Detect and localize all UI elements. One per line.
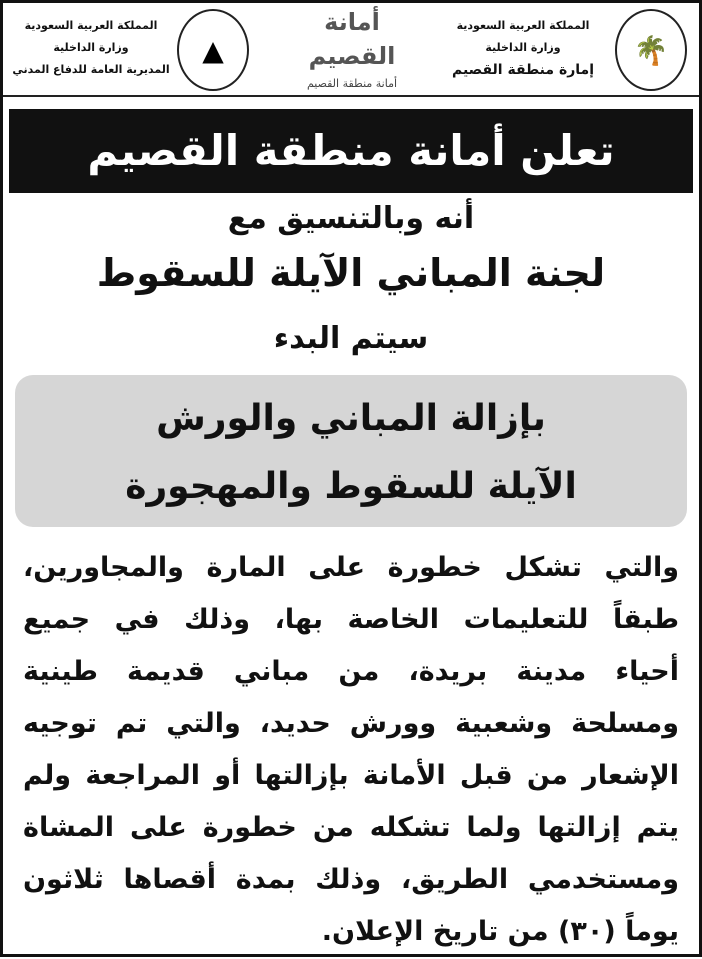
civil-defense-block <box>7 15 175 81</box>
qassim-municipality-logo <box>293 5 411 95</box>
body-line: ومستخدمي الطريق، وذلك بمدة أقصاها ثلاثون <box>23 864 679 895</box>
logo-caption: أمانة منطقة القصيم <box>306 77 398 90</box>
body-line: طبقاً للتعليمات الخاصة بها، وذلك في جميع <box>23 604 679 635</box>
civil-defense-label: المديرية العامة للدفاع المدني <box>12 63 170 76</box>
body-line: يوماً (٣٠) من تاريخ الإعلان. <box>321 916 679 947</box>
saudi-emblem-icon: 🌴 <box>615 9 687 91</box>
highlight-line: الآيلة للسقوط والمهجورة <box>125 466 577 507</box>
ministry-label: وزارة الداخلية <box>485 41 561 54</box>
highlight-line: بإزالة المباني والورش <box>156 398 546 439</box>
civil-defense-emblem-icon: ▲ <box>177 9 249 91</box>
emirate-label: إمارة منطقة القصيم <box>451 62 594 78</box>
kingdom-label: المملكة العربية السعودية <box>456 19 590 32</box>
body-line: الإشعار من قبل الأمانة بإزالتها أو المراجعة ولم <box>23 760 679 791</box>
emirate-block <box>443 15 603 81</box>
body-text <box>23 543 679 959</box>
body-line: يتم إزالتها ولما تشكله من خطورة على المشاة <box>23 812 679 843</box>
highlight-box <box>15 375 687 527</box>
body-line: ومسلحة وشعبية وورش حديد، والتي تم توجيه <box>23 708 679 739</box>
body-line: والتي تشكل خطورة على المارة والمجاورين، <box>23 552 679 583</box>
header <box>3 3 699 97</box>
logo-mark: أمانة القصيم <box>308 8 396 70</box>
subtitle-committee: لجنة المباني الآيلة للسقوط <box>96 251 606 295</box>
subtitle-coordination: أنه وبالتنسيق مع <box>227 201 475 236</box>
announcement-title: تعلن أمانة منطقة القصيم <box>9 109 693 193</box>
subtitle-start: سيتم البدء <box>273 321 429 356</box>
kingdom-label: المملكة العربية السعودية <box>24 19 158 32</box>
ministry-label: وزارة الداخلية <box>53 41 129 54</box>
body-line: أحياء مدينة بريدة، من مباني قديمة طينية <box>23 656 679 687</box>
